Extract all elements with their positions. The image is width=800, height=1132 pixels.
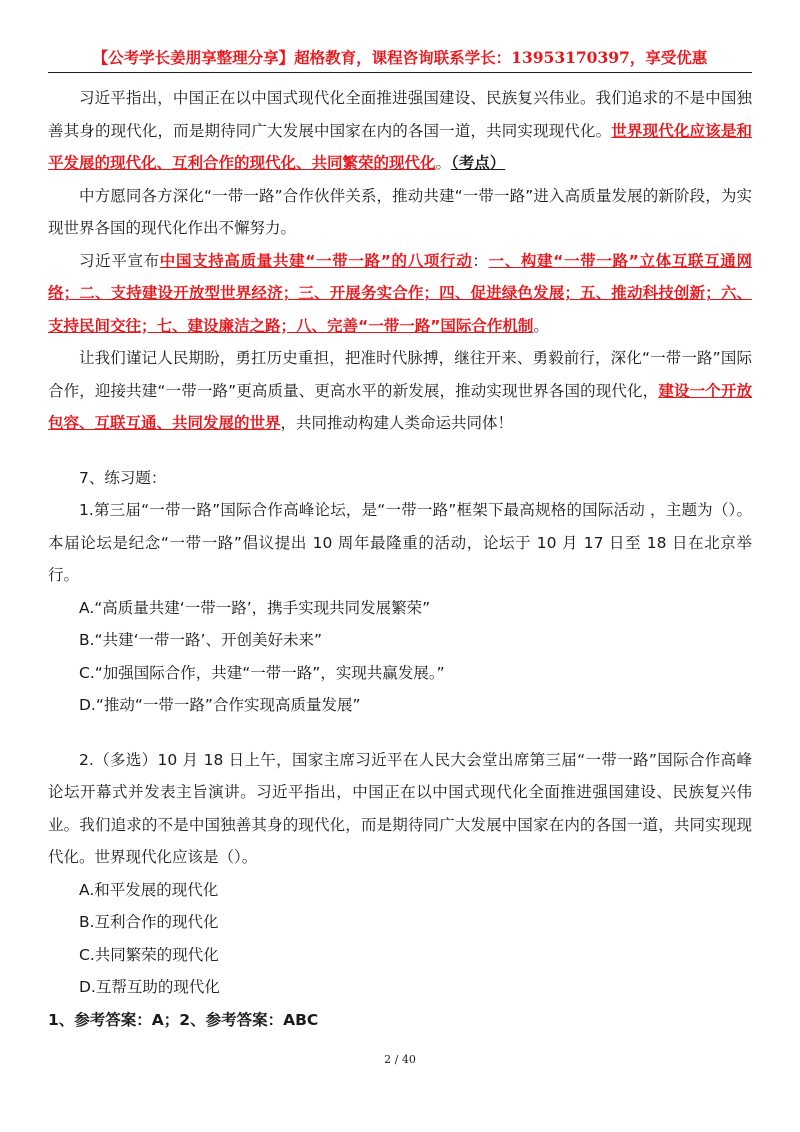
page-number: 2 / 40 xyxy=(384,1053,416,1066)
paragraph-closing xyxy=(48,342,752,440)
highlight-text: 建设一个开放包容、互联互通、共同发展的世界 xyxy=(48,381,752,432)
highlight-text: 中国支持高质量共建“一带一路”的八项行动 xyxy=(159,251,473,270)
paragraph-partnership: 中方愿同各方深化“一带一路”合作伙伴关系，推动共建“一带一路”进入高质量发展的新阶段，为实现世界各国的现代化作出不懈努力。 xyxy=(48,186,752,237)
punctuation: ： xyxy=(472,251,489,270)
spacer xyxy=(48,440,752,462)
paragraph-text: ，共同推动构建人类命运共同体！ xyxy=(280,414,514,432)
question-2-option-c: C.共同繁荣的现代化 xyxy=(79,945,219,964)
header-divider xyxy=(48,72,752,73)
exam-point-tag: （考点） xyxy=(451,154,506,172)
highlight-text: 一、构建“一带一路”立体互联互通网络；二、支持建设开放型世界经济；三、开展务实合作；四、促进绿色发展；五、推动科技创新；六、支持民间交往；七、建设廉洁之路；八、完善“一带一路”国际合作机制 xyxy=(48,251,752,335)
question-1-option-d: D.“推动“一带一路”合作实现高质量发展” xyxy=(79,696,361,714)
section-title: 7、练习题： xyxy=(79,468,167,487)
document-body xyxy=(48,82,752,1036)
question-2-option-d: D.互帮互助的现代化 xyxy=(79,978,220,996)
paragraph-text: 习近平宣布 xyxy=(79,251,160,270)
page-header: 【公考学长姜朋享整理分享】超格教育，课程咨询联系学长：13953170397，享受优惠 xyxy=(92,48,708,67)
spacer xyxy=(48,722,752,744)
question-1-option-b: B.“共建‘一带一路’、开创美好未来” xyxy=(79,631,322,649)
paragraph-modernization xyxy=(48,82,752,180)
paragraph-eight-actions xyxy=(48,245,752,343)
question-1: 1.第三届“一带一路”国际合作高峰论坛，是“一带一路”框架下最高规格的国际活动 ，主题为（）。本届论坛是纪念“一带一路”倡议提出 10 周年最隆重的活动，论坛于 10 月 17 日至 18 日在北京举行。 xyxy=(48,501,752,584)
question-2-option-a: A.和平发展的现代化 xyxy=(79,880,219,899)
punctuation: 。 xyxy=(533,316,549,335)
answer-key: 1、参考答案：A；2、参考答案：ABC xyxy=(48,1010,319,1029)
highlight-text: 世界现代化应该是和平发展的现代化、互利合作的现代化、共同繁荣的现代化 xyxy=(48,121,752,172)
question-1-option-a: A.“高质量共建‘一带一路’，携手实现共同发展繁荣” xyxy=(79,598,431,617)
question-2-option-b: B.互利合作的现代化 xyxy=(79,913,219,931)
paragraph-text: 习近平指出，中国正在以中国式现代化全面推进强国建设、民族复兴伟业。我们追求的不是中国独善其身的现代化，而是期待同广大发展中国家在内的各国一道，共同实现现代化。 xyxy=(48,89,752,140)
question-2: 2.（多选）10 月 18 日上午，国家主席习近平在人民大会堂出席第三届“一带一路”国际合作高峰论坛开幕式并发表主旨演讲。习近平指出，中国正在以中国式现代化全面推进强国建设、民族复兴伟业。我们追求的不是中国独善其身的现代化，而是期待同广大发展中国家在内的各国一道，共同实现现代化。世界现代化应该是（）。 xyxy=(48,750,752,866)
punctuation: 。 xyxy=(435,154,452,172)
paragraph-text: 让我们谨记人民期盼，勇扛历史重担，把准时代脉搏，继往开来、勇毅前行，深化“一带一路”国际合作，迎接共建“一带一路”更高质量、更高水平的新发展，推动实现世界各国的现代化， xyxy=(48,349,752,400)
question-1-option-c: C.“加强国际合作，共建“一带一路”，实现共赢发展。” xyxy=(79,663,445,682)
